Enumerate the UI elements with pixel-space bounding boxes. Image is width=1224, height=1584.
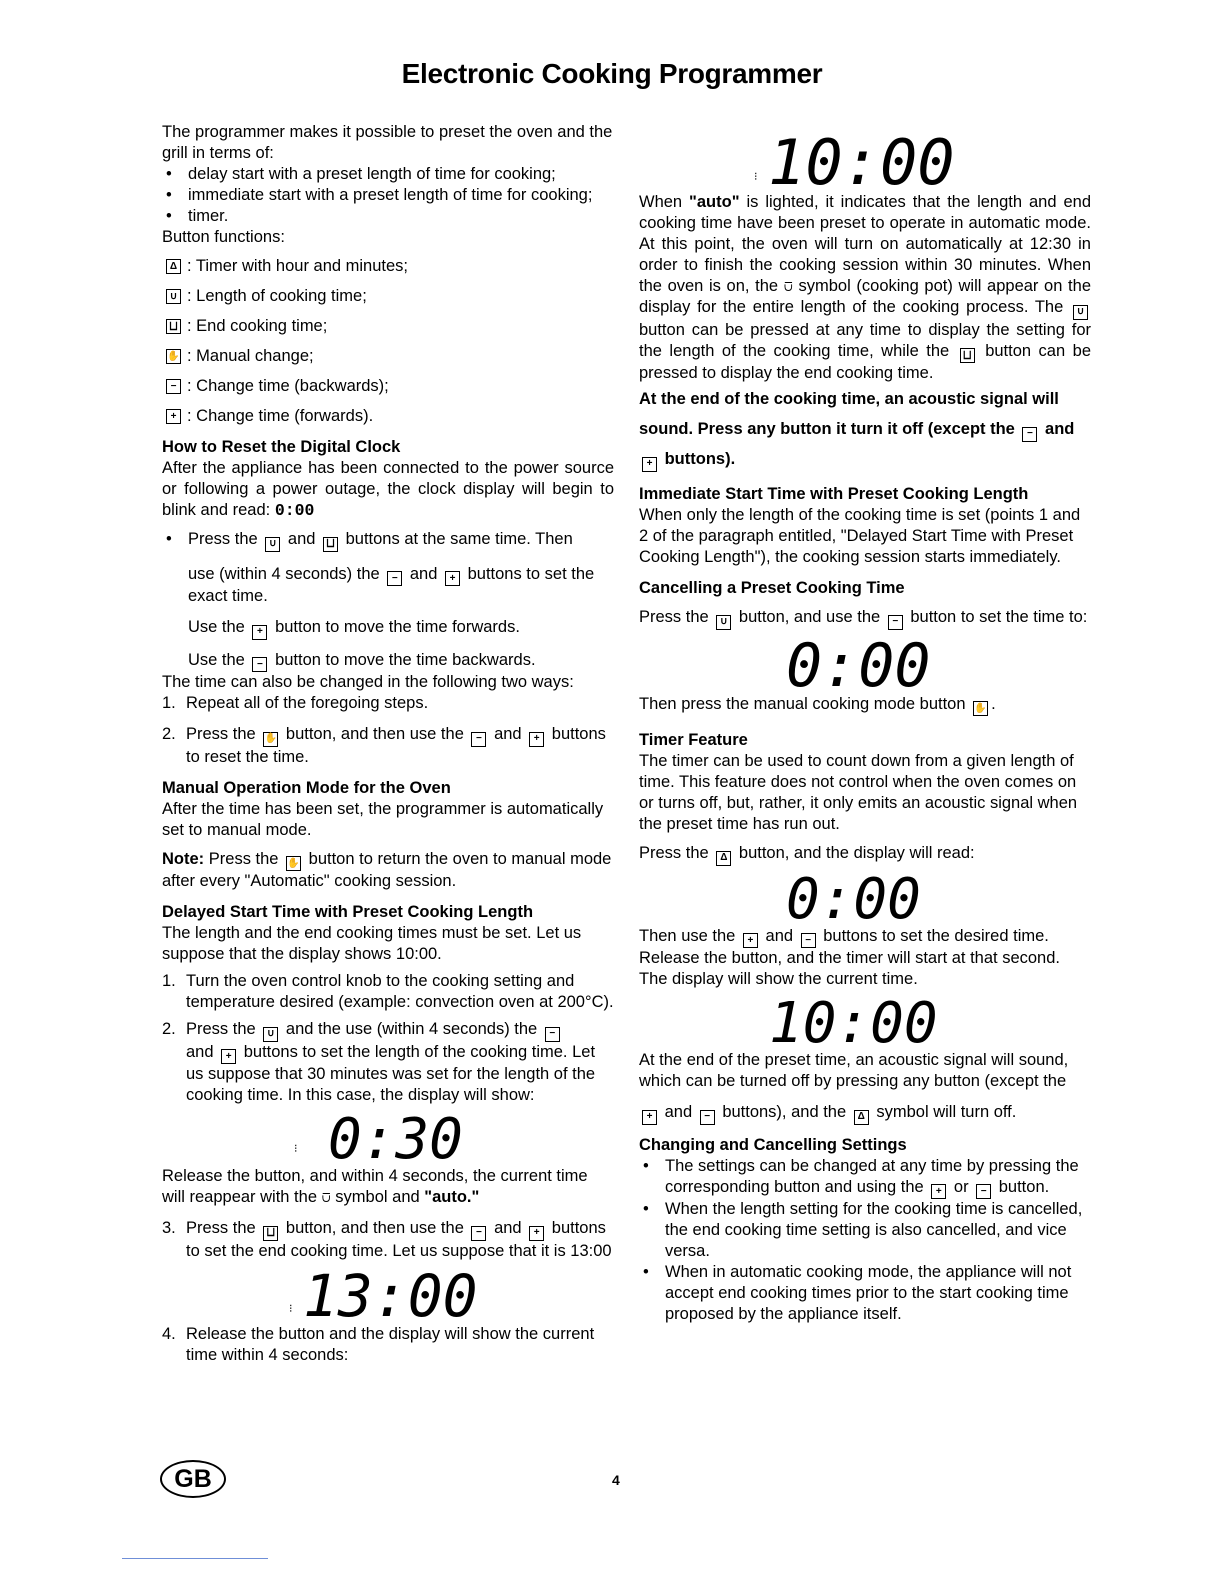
section-heading: Immediate Start Time with Preset Cooking Length xyxy=(639,485,1029,503)
text: Use the xyxy=(188,650,245,669)
delayed-steps-cont xyxy=(162,1218,614,1262)
pot-icon: ∪ xyxy=(1073,305,1088,320)
end-signal-para xyxy=(639,384,1091,474)
auto-para xyxy=(639,192,1091,384)
text: and xyxy=(494,725,522,743)
text: button, and then use the xyxy=(285,1219,464,1237)
text: At the end of the cooking time, an acoustic signal will sound. Press any button it turn it off (except the xyxy=(639,390,1059,438)
text: buttons to set the length of the cooking time. Let us suppose that 30 minutes was set for the length of the cooking time. In this case, the display will show: xyxy=(186,1042,596,1104)
footer-rule xyxy=(122,1558,268,1559)
minus-icon: − xyxy=(545,1027,560,1042)
list-item: • immediate start with a preset length of time for cooking; xyxy=(188,185,614,206)
text: buttons to set the exact time. xyxy=(188,564,595,605)
list-item: 3. Press the ⨆ button, and then use the − and + buttons to set the end cooking time. Let us suppose that it is 13:00 xyxy=(162,1219,612,1260)
section-heading: How to Reset the Digital Clock xyxy=(162,438,401,456)
text: Release the button and the display will show the current time within 4 seconds: xyxy=(186,1324,595,1364)
auto-word: "auto." xyxy=(424,1188,480,1206)
text: Press the xyxy=(186,725,256,743)
list-item: • delay start with a preset length of time for cooking; xyxy=(188,164,614,185)
immediate-para: When only the length of the cooking time is set (points 1 and 2 of the paragraph entitled, "Delayed Start Time with Preset Cooking Length"), the cooking session starts immediately. xyxy=(639,506,1081,566)
minus-icon: − xyxy=(387,571,402,586)
auto-word: "auto" xyxy=(689,193,740,211)
text: button, and use the xyxy=(738,608,881,626)
text: buttons). xyxy=(664,450,736,468)
plus-icon: + xyxy=(529,1226,544,1241)
text: buttons to set the end cooking time. Let us suppose that it is 13:00 xyxy=(186,1219,612,1260)
text: symbol will turn off. xyxy=(876,1103,1017,1121)
manual-para: After the time has been set, the programmer is automatically set to manual mode. xyxy=(162,799,604,839)
text: Then press the manual cooking mode button xyxy=(639,694,966,713)
text: Press the xyxy=(639,844,709,862)
list-item: • When the length setting for the cooking time is cancelled, the end cooking time setting is also cancelled, and vice versa. xyxy=(665,1199,1091,1262)
pot-icon: ∪ xyxy=(166,289,181,304)
text: button, and the display will read: xyxy=(738,844,975,862)
list-item xyxy=(665,1156,1091,1200)
minus-icon: − xyxy=(166,379,181,394)
reset-bullets xyxy=(162,529,614,672)
segment-display-text: 10:00 xyxy=(769,994,938,1046)
text: symbol (cooking pot) will appear on the display for the entire length of the cooking process. The xyxy=(639,277,1091,316)
pot-end-icon: ⨆ xyxy=(166,319,181,334)
region-badge: GB xyxy=(160,1460,226,1498)
list-item: 2. Press the ∪ and the use (within 4 seconds) the − and + buttons to set the length of the cooking time. Let us suppose that 30 minutes was set for the length of the cooking time. In this case, the display will show: xyxy=(162,1020,596,1104)
release-para xyxy=(162,1166,614,1208)
text: and xyxy=(765,926,794,945)
cooking-pot-icon: ⩂ xyxy=(783,279,793,294)
display-timer-10-00 xyxy=(765,994,965,1046)
intro-bullets xyxy=(162,164,614,227)
pot-end-icon: ⨆ xyxy=(263,1226,278,1241)
segment-display-text: 0:00 xyxy=(786,869,921,922)
timer-then-para xyxy=(639,926,1091,991)
section-heading: Changing and Cancelling Settings xyxy=(639,1135,907,1154)
pot-icon: ∪ xyxy=(265,537,280,552)
section-heading: Manual Operation Mode for the Oven xyxy=(162,778,451,797)
text: At the end of the preset time, an acoustic signal will sound, which can be turned off by pressing any button (except the xyxy=(639,1051,1069,1090)
plus-icon: + xyxy=(445,571,460,586)
plus-icon: + xyxy=(743,933,758,948)
text: and xyxy=(409,564,438,583)
delayed-steps-end xyxy=(162,1324,614,1366)
line xyxy=(188,564,614,608)
display-13-00 xyxy=(283,1266,493,1320)
list-item: 4. Release the button and the display will show the current time within 4 seconds: xyxy=(162,1324,595,1364)
function-text: : Manual change; xyxy=(187,347,314,365)
plus-icon: + xyxy=(642,457,657,472)
plus-icon: + xyxy=(221,1049,236,1064)
text: Turn the oven control knob to the cooking setting and temperature desired (example: convection oven at 200°C). xyxy=(186,972,614,1011)
auto-indicator-icon: ⁝ xyxy=(294,1143,298,1155)
text: button to move the time forwards. xyxy=(275,618,520,636)
text: or xyxy=(953,1177,969,1196)
text: Press the xyxy=(208,849,279,868)
plus-icon: + xyxy=(166,409,181,424)
segment-display-text: 10:00 xyxy=(768,130,955,188)
segment-display-text: 0:00 xyxy=(786,633,931,690)
pot-icon: ∪ xyxy=(263,1027,278,1042)
function-manual xyxy=(166,346,614,367)
function-text: : Timer with hour and minutes; xyxy=(187,257,409,275)
text: and xyxy=(287,530,316,548)
text: Repeat all of the foregoing steps. xyxy=(186,694,429,712)
minus-icon: − xyxy=(1022,427,1037,442)
section-heading: Timer Feature xyxy=(639,731,748,749)
display-0-00 xyxy=(780,634,950,690)
list-item: • timer. xyxy=(188,206,614,227)
plus-icon: + xyxy=(252,625,267,640)
text: button, and then use the xyxy=(285,725,464,743)
minus-icon: − xyxy=(700,1110,715,1125)
blink-value: 0:00 xyxy=(274,501,315,520)
text: symbol and xyxy=(335,1188,420,1206)
text: Release the button, and within 4 seconds, the current time will reappear with the xyxy=(162,1167,588,1206)
hand-icon: ✋ xyxy=(286,856,301,871)
then-manual-para xyxy=(639,694,1091,717)
function-text: : Change time (backwards); xyxy=(187,377,389,395)
bell-icon: Δ xyxy=(166,259,181,274)
text: button to return the oven to manual mode after every "Automatic" cooking session. xyxy=(162,849,612,890)
note-label: Note: xyxy=(162,849,205,868)
cancel-para xyxy=(639,607,1091,630)
pot-end-icon: ⨆ xyxy=(323,537,338,552)
text: and xyxy=(1045,420,1075,438)
text: Press the xyxy=(186,1020,256,1038)
text: use (within 4 seconds) the xyxy=(188,564,380,583)
list-item xyxy=(188,529,614,672)
text: and the use (within 4 seconds) the xyxy=(285,1020,538,1038)
hand-icon: ✋ xyxy=(973,701,988,716)
list-item: 1. Turn the oven control knob to the cooking setting and temperature desired (example: convection oven at 200°C). xyxy=(162,972,614,1011)
timer-end-para-2 xyxy=(639,1102,1091,1125)
plus-icon: + xyxy=(931,1184,946,1199)
line xyxy=(188,617,614,640)
display-10-00 xyxy=(750,130,980,188)
pot-end-icon: ⨆ xyxy=(960,348,975,363)
minus-icon: − xyxy=(471,732,486,747)
hand-icon: ✋ xyxy=(166,349,181,364)
minus-icon: − xyxy=(252,657,267,672)
timer-press-para xyxy=(639,843,1091,866)
function-text: : End cooking time; xyxy=(187,317,328,335)
text: . xyxy=(991,694,996,713)
text: button to move the time backwards. xyxy=(275,650,536,669)
text: buttons to reset the time. xyxy=(186,725,606,766)
text: The settings can be changed at any time by pressing the corresponding button and using the xyxy=(665,1156,1079,1196)
minus-icon: − xyxy=(888,615,903,630)
text: Use the xyxy=(188,618,245,636)
cooking-pot-icon: ⩂ xyxy=(321,1190,331,1205)
function-text: : Change time (forwards). xyxy=(187,407,374,425)
bell-icon: Δ xyxy=(716,851,731,866)
delayed-para: The length and the end cooking times must be set. Let us suppose that the display shows 10:00. xyxy=(162,924,582,963)
two-ways-text: The time can also be changed in the following two ways: xyxy=(162,673,574,691)
line xyxy=(188,650,614,673)
reset-para xyxy=(162,458,614,521)
text: When xyxy=(639,193,690,211)
text: buttons), and the xyxy=(722,1103,847,1121)
timer-para: The timer can be used to count down from a given length of time. This feature does not control when the oven comes on or turns off, but, rather, it only emits an acoustic signal when the preset time has run out. xyxy=(639,752,1078,833)
function-length xyxy=(166,286,614,307)
segment-display-text: 0:30 xyxy=(328,1110,463,1162)
section-heading: Delayed Start Time with Preset Cooking Length xyxy=(162,903,534,921)
minus-icon: − xyxy=(471,1226,486,1241)
reset-steps xyxy=(162,693,614,768)
bell-icon: Δ xyxy=(854,1110,869,1125)
text: button. xyxy=(998,1177,1050,1196)
display-0-30 xyxy=(288,1110,488,1162)
right-column xyxy=(639,126,1091,1325)
para-text: After the appliance has been connected to the power source or following a power outage, the clock display will begin to blink and read: xyxy=(162,459,614,519)
left-column xyxy=(162,122,614,1366)
intro-text: The programmer makes it possible to preset the oven and the grill in terms of: xyxy=(162,123,613,162)
auto-indicator-icon: ⁝ xyxy=(754,171,758,183)
hand-icon: ✋ xyxy=(263,732,278,747)
pot-icon: ∪ xyxy=(716,615,731,630)
function-plus xyxy=(166,406,614,427)
text: buttons to set the desired time. Release the button, and the timer will start at that second. The display will show the current time. xyxy=(639,926,1060,988)
function-timer xyxy=(166,256,614,277)
text: and xyxy=(664,1103,693,1121)
changing-bullets xyxy=(639,1156,1091,1326)
function-end xyxy=(166,316,614,337)
minus-icon: − xyxy=(801,933,816,948)
text: Press the xyxy=(186,1219,256,1237)
plus-icon: + xyxy=(642,1110,657,1125)
text: button can be pressed to display the end cooking time. xyxy=(639,341,1091,382)
list-item: 1. Repeat all of the foregoing steps. xyxy=(162,694,429,712)
text: Then use the xyxy=(639,926,736,945)
delayed-steps xyxy=(162,971,614,1106)
note-para xyxy=(162,849,614,893)
segment-display-text: 13:00 xyxy=(303,1265,478,1320)
function-minus xyxy=(166,376,614,397)
text: and xyxy=(186,1042,214,1061)
auto-indicator-icon: ⁝ xyxy=(289,1302,293,1315)
text: Press the xyxy=(188,530,258,548)
text: buttons at the same time. Then xyxy=(345,530,573,548)
text: button can be pressed at any time to display the setting for the length of the cooking time, while the xyxy=(639,320,1091,360)
list-item: • When in automatic cooking mode, the appliance will not accept end cooking times prior to the start cooking time proposed by the appliance itself. xyxy=(665,1262,1091,1325)
display-timer-0-00 xyxy=(780,870,950,922)
function-text: : Length of cooking time; xyxy=(187,287,367,305)
text: Press the xyxy=(639,608,709,626)
text: and xyxy=(494,1219,522,1237)
list-item: 2. Press the ✋ button, and then use the − and + buttons to reset the time. xyxy=(162,725,606,766)
text: is lighted, it indicates that the length and end cooking time have been preset to operate in automatic mode. At this point, the oven will turn on automatically at 12:30 in order to finish the cooking session within 30 minutes. When the oven is on, the xyxy=(639,193,1091,295)
text: button to set the time to: xyxy=(910,608,1088,626)
section-heading: Cancelling a Preset Cooking Time xyxy=(639,579,905,597)
minus-icon: − xyxy=(976,1184,991,1199)
plus-icon: + xyxy=(529,732,544,747)
button-functions-label: Button functions: xyxy=(162,228,285,246)
page-number: 4 xyxy=(612,1472,620,1488)
page-title: Electronic Cooking Programmer xyxy=(401,58,823,89)
timer-end-para xyxy=(639,1050,1091,1092)
